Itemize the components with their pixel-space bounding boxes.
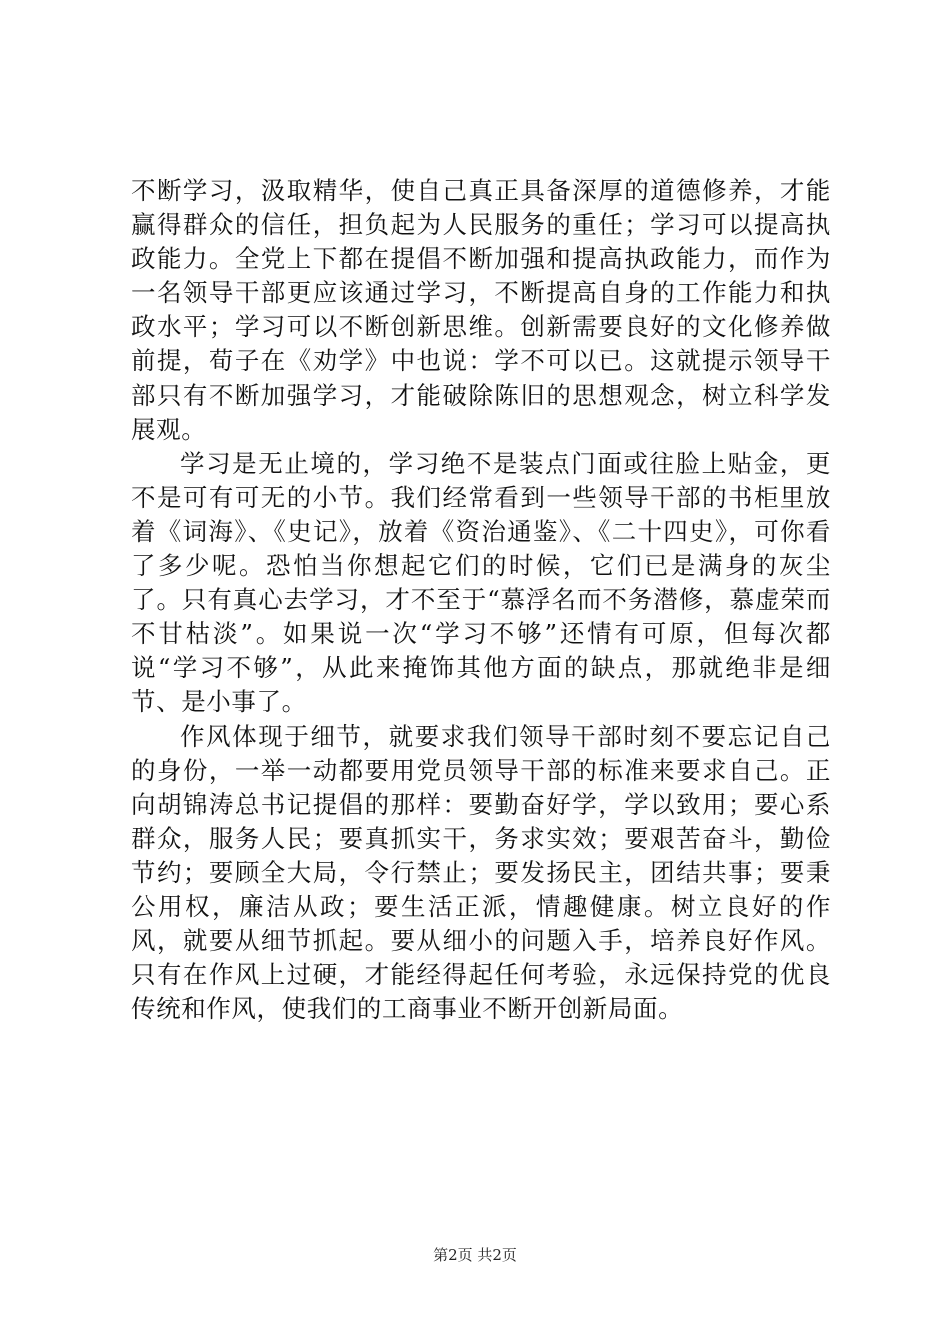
document-body bbox=[131, 174, 831, 1026]
page-number-footer: 第2页 共2页 bbox=[433, 1246, 517, 1264]
paragraph-2: 学习是无止境的，学习绝不是装点门面或往脸上贴金，更不是可有可无的小节。我们经常看到一些领导干部的书柜里放着《词海》、《史记》，放着《资治通鉴》、《二十四史》，可你看了多少呢。恐怕当你想起它们的时候，它们已是满身的灰尘了。只有真心去学习，才不至于“慕浮名而不务潜修，慕虚荣而不甘枯淡”。如果说一次“学习不够”还情有可原，但每次都说“学习不够”，从此来掩饰其他方面的缺点，那就绝非是细节、是小事了。 bbox=[131, 448, 831, 717]
paragraph-1: 不断学习，汲取精华，使自己真正具备深厚的道德修养，才能赢得群众的信任，担负起为人民服务的重任；学习可以提高执政能力。全党上下都在提倡不断加强和提高执政能力，而作为一名领导干部更应该通过学习，不断提高自身的工作能力和执政水平；学习可以不断创新思维。创新需要良好的文化修养做前提，荀子在《劝学》中也说：学不可以已。这就提示领导干部只有不断加强学习，才能破除陈旧的思想观念，树立科学发展观。 bbox=[131, 176, 831, 444]
paragraph-3: 作风体现于细节，就要求我们领导干部时刻不要忘记自己的身份，一举一动都要用党员领导干部的标准来要求自己。正向胡锦涛总书记提倡的那样：要勤奋好学，学以致用；要心系群众，服务人民；要真抓实干，务求实效；要艰苦奋斗，勤俭节约；要顾全大局，令行禁止；要发扬民主，团结共事；要秉公用权，廉洁从政；要生活正派，情趣健康。树立良好的作风，就要从细节抓起。要从细小的问题入手，培养良好作风。只有在作风上过硬，才能经得起任何考验，永远保持党的优良传统和作风，使我们的工商事业不断开创新局面。 bbox=[131, 721, 831, 1024]
